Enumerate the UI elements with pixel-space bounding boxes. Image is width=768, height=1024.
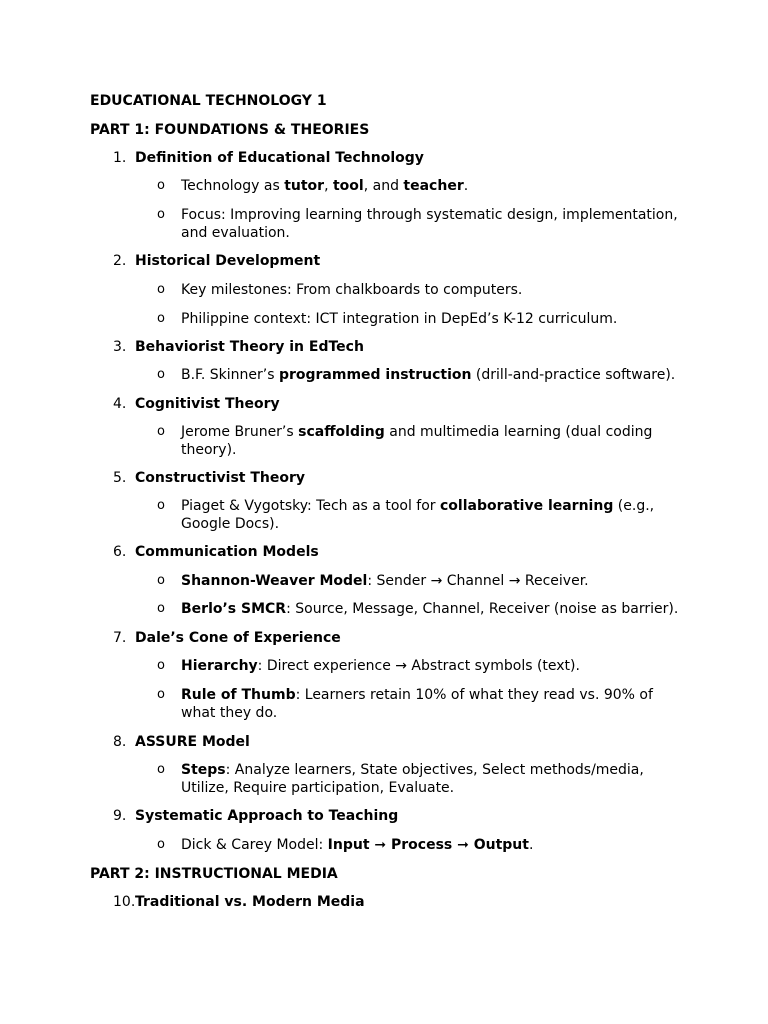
item-number: 4. (113, 396, 127, 412)
bullet-marker: o (157, 658, 165, 673)
bullet-text-continued: Utilize, Require participation, Evaluate. (181, 780, 455, 796)
bullet-marker: o (157, 687, 165, 702)
bullet-text-continued: and evaluation. (181, 225, 290, 241)
item-heading: Historical Development (135, 253, 321, 269)
item-number: 2. (113, 253, 127, 269)
item-number: 7. (113, 630, 127, 646)
item-heading: ASSURE Model (135, 734, 250, 750)
bullet-marker: o (157, 424, 165, 439)
item-number: 5. (113, 470, 127, 486)
item-number: 8. (113, 734, 127, 750)
item-number: 6. (113, 544, 127, 560)
bullet-text: Berlo’s SMCR: Source, Message, Channel, Receiver (noise as barrier). (181, 601, 679, 617)
part-1-heading: PART 1: FOUNDATIONS & THEORIES (90, 122, 370, 138)
bullet-marker: o (157, 837, 165, 852)
bullet-marker: o (157, 762, 165, 777)
bullet-text: Piaget & Vygotsky: Tech as a tool for collaborative learning (e.g., (181, 498, 655, 514)
bullet-text: Shannon-Weaver Model: Sender → Channel → Receiver. (181, 573, 589, 589)
bullet-text: Steps: Analyze learners, State objectives, Select methods/media, (181, 762, 644, 778)
item-heading: Cognitivist Theory (135, 396, 280, 412)
item-heading: Behaviorist Theory in EdTech (135, 339, 364, 355)
bullet-marker: o (157, 498, 165, 513)
bullet-text: Rule of Thumb: Learners retain 10% of what they read vs. 90% of (181, 687, 653, 703)
item-number: 9. (113, 808, 127, 824)
item-heading: Definition of Educational Technology (135, 150, 424, 166)
item-heading: Systematic Approach to Teaching (135, 808, 399, 824)
bullet-text: Dick & Carey Model: Input ➞ Process ➞ Output. (181, 837, 534, 853)
bullet-marker: o (157, 311, 165, 326)
bullet-marker: o (157, 601, 165, 616)
item-number: 10. (113, 894, 136, 910)
bullet-text: Key milestones: From chalkboards to computers. (181, 282, 523, 298)
item-number: 3. (113, 339, 127, 355)
bullet-text: Focus: Improving learning through systematic design, implementation, (181, 207, 678, 223)
bullet-text: Technology as tutor, tool, and teacher. (181, 178, 469, 194)
item-heading: Communication Models (135, 544, 319, 560)
bullet-text-continued: theory). (181, 442, 237, 458)
bullet-text: Philippine context: ICT integration in DepEd’s K-12 curriculum. (181, 311, 618, 327)
bullet-text-continued: Google Docs). (181, 516, 280, 532)
item-number: 1. (113, 150, 127, 166)
bullet-text-continued: what they do. (181, 705, 278, 721)
bullet-marker: o (157, 207, 165, 222)
item-heading: Traditional vs. Modern Media (135, 894, 365, 910)
bullet-text: Jerome Bruner’s scaffolding and multimedia learning (dual coding (181, 424, 653, 440)
bullet-marker: o (157, 367, 165, 382)
item-heading: Constructivist Theory (135, 470, 306, 486)
bullet-text: B.F. Skinner’s programmed instruction (drill-and-practice software). (181, 367, 676, 383)
bullet-text: Hierarchy: Direct experience → Abstract symbols (text). (181, 658, 580, 674)
bullet-marker: o (157, 573, 165, 588)
part-2-heading: PART 2: INSTRUCTIONAL MEDIA (90, 866, 338, 882)
bullet-marker: o (157, 178, 165, 193)
document-title: EDUCATIONAL TECHNOLOGY 1 (90, 93, 327, 109)
item-heading: Dale’s Cone of Experience (135, 630, 341, 646)
bullet-marker: o (157, 282, 165, 297)
